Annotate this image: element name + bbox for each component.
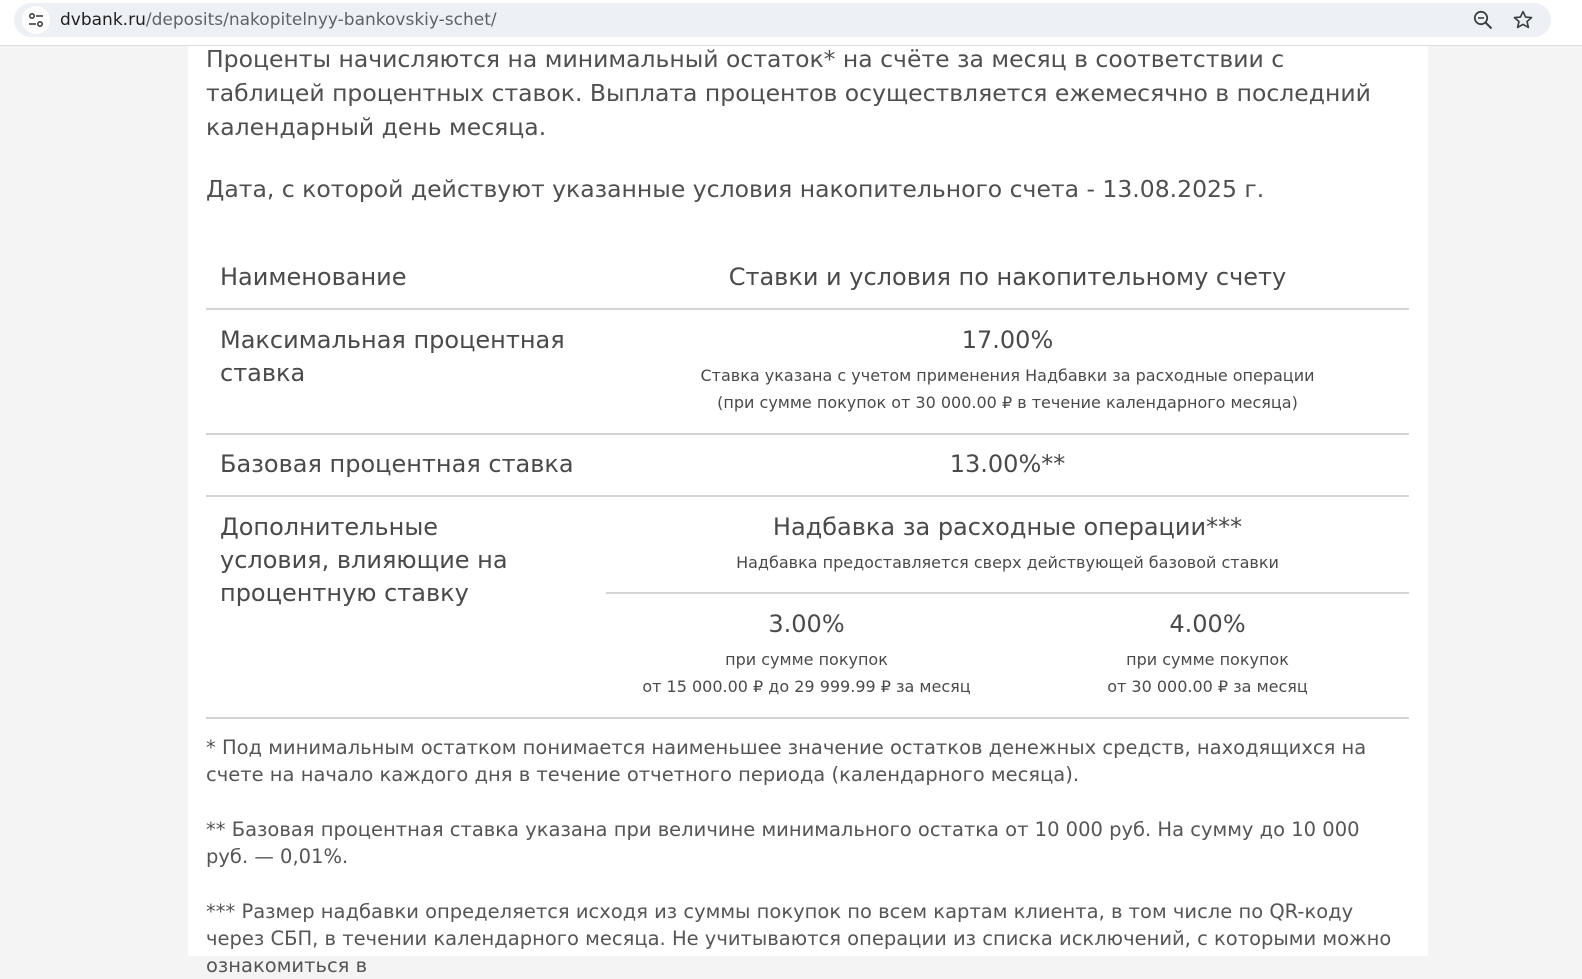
effective-date-text: Дата, с которой действуют указанные условия накопительного счета - 13.08.2025 г. (206, 175, 1265, 203)
footnote-base-rate: ** Базовая процентная ставка указана при величине минимального остатка от 10 000 руб. На сумму до 10 000 руб. — 0,01%. (206, 818, 1360, 868)
header-conditions (606, 261, 1409, 294)
base-rate-value: 13.00%** (949, 450, 1066, 478)
tune-icon (28, 12, 44, 28)
max-rate-label: Максимальная процентная ставка (220, 326, 565, 387)
divider (206, 433, 1409, 435)
max-rate-note-line2: (при сумме покупок от 30 000.00 ₽ в течение календарного месяца) (717, 393, 1298, 412)
url-text[interactable] (60, 10, 497, 30)
max-rate-note-line1: Ставка указана с учетом применения Надбавки за расходные операции (700, 366, 1315, 385)
divider (606, 592, 1409, 594)
bonus-header-cell (606, 511, 1409, 576)
divider (206, 495, 1409, 497)
bonus-tier-1 (606, 608, 1007, 700)
bonus-tier-2-line1: при сумме покупок (1126, 650, 1289, 669)
divider (206, 717, 1409, 719)
divider (206, 308, 1409, 310)
header-name: Наименование (220, 263, 407, 291)
bonus-subtitle: Надбавка предоставляется сверх действующей базовой ставки (736, 553, 1279, 572)
bonus-tier-2-line2: от 30 000.00 ₽ за месяц (1107, 677, 1308, 696)
url-host: dvbank.ru (60, 10, 146, 30)
footnote-bonus-size: *** Размер надбавки определяется исходя из суммы покупок по всем картам клиента, в том числе по QR-коду через СБП, в течении календарного месяца. Не учитываются операции из списка исключений, с которыми можно ознакомиться в (206, 900, 1392, 977)
address-bar[interactable] (14, 3, 1551, 37)
bonus-tier-1-line1: при сумме покупок (725, 650, 888, 669)
base-rate-label: Базовая процентная ставка (220, 450, 574, 478)
bookmark-star-icon[interactable] (1512, 9, 1534, 31)
additional-conditions-label: Дополнительные условия, влияющие на процентную ставку (220, 513, 508, 607)
base-rate-cell (606, 448, 1409, 481)
bonus-tier-2-value: 4.00% (1169, 610, 1246, 638)
header-conditions-label: Ставки и условия по накопительному счету (728, 263, 1287, 291)
zoom-icon[interactable] (1472, 9, 1494, 31)
max-rate-cell (606, 324, 1409, 416)
browser-toolbar (0, 0, 1582, 46)
url-path: /deposits/nakopitelnyy-bankovskiy-schet/ (145, 10, 497, 30)
bonus-tier-2 (1007, 608, 1408, 700)
bonus-tier-1-value: 3.00% (768, 610, 845, 638)
site-info-button[interactable] (22, 6, 50, 34)
footnote-min-balance: * Под минимальным остатком понимается наименьшее значение остатков денежных средств, находящихся на счете на начало каждого дня в течение отчетного периода (календарного месяца). (206, 736, 1367, 786)
max-rate-value: 17.00% (961, 326, 1054, 354)
bonus-tier-1-line2: от 15 000.00 ₽ до 29 999.99 ₽ за месяц (642, 677, 971, 696)
bonus-title: Надбавка за расходные операции*** (772, 513, 1243, 541)
interest-accrual-text: Проценты начисляются на минимальный остаток* на счёте за месяц в соответствии с таблицей процентных ставок. Выплата процентов осуществляется ежемесячно в последний календарный день месяца. (206, 45, 1371, 141)
